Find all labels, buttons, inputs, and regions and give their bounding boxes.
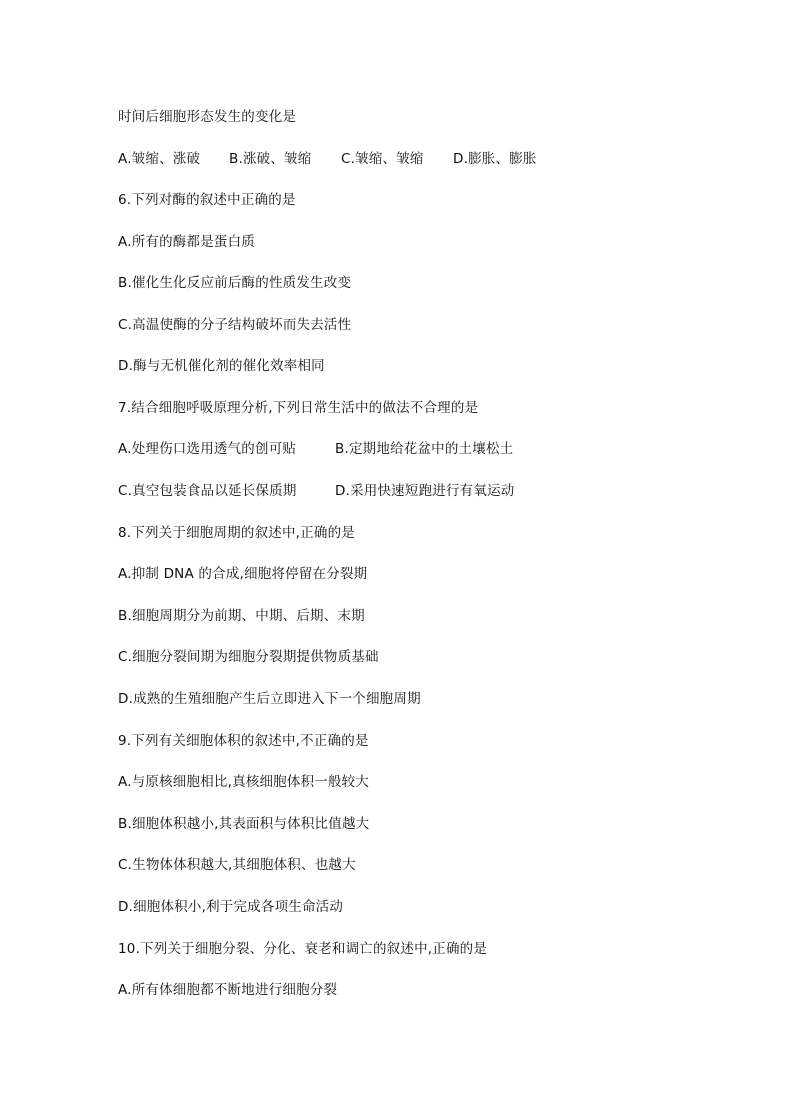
- question-5-option-b: B.涨破、皱缩: [229, 151, 312, 167]
- question-7-option-d: D.采用快速短跑进行有氧运动: [335, 483, 515, 499]
- question-5-stem-continuation: 时间后细胞形态发生的变化是: [118, 109, 297, 125]
- question-10-option-a: A.所有体细胞都不断地进行细胞分裂: [118, 982, 338, 998]
- question-8-option-a: A.抑制 DNA 的合成,细胞将停留在分裂期: [118, 566, 368, 582]
- question-7-option-b: B.定期地给花盆中的土壤松土: [335, 441, 514, 457]
- question-8-option-b: B.细胞周期分为前期、中期、后期、末期: [118, 608, 365, 624]
- question-7-option-c: C.真空包装食品以延长保质期: [118, 483, 297, 499]
- question-9-option-b: B.细胞体积越小,其表面积与体积比值越大: [118, 816, 370, 832]
- question-6-option-b: B.催化生化反应前后酶的性质发生改变: [118, 275, 352, 291]
- question-9-option-a: A.与原核细胞相比,真核细胞体积一般较大: [118, 774, 370, 790]
- question-10-stem: 10.下列关于细胞分裂、分化、衰老和调亡的叙述中,正确的是: [118, 941, 488, 957]
- question-8-option-d: D.成熟的生殖细胞产生后立即进入下一个细胞周期: [118, 691, 421, 707]
- question-9-stem: 9.下列有关细胞体积的叙述中,不正确的是: [118, 733, 369, 749]
- question-5-option-a: A.皱缩、涨破: [118, 151, 201, 167]
- question-5-option-d: D.膨胀、膨胀: [453, 151, 537, 167]
- question-8-stem: 8.下列关于细胞周期的叙述中,正确的是: [118, 525, 355, 541]
- question-7-stem: 7.结合细胞呼吸原理分析,下列日常生活中的做法不合理的是: [118, 400, 479, 416]
- question-8-option-c: C.细胞分裂间期为细胞分裂期提供物质基础: [118, 649, 379, 665]
- question-6-stem: 6.下列对酶的叙述中正确的是: [118, 192, 296, 208]
- question-6-option-c: C.高温使酶的分子结构破坏而失去活性: [118, 317, 352, 333]
- question-6-option-a: A.所有的酶都是蛋白质: [118, 234, 255, 250]
- question-9-option-d: D.细胞体积小,利于完成各项生命活动: [118, 899, 344, 915]
- question-5-option-c: C.皱缩、皱缩: [341, 151, 424, 167]
- question-9-option-c: C.生物体体积越大,其细胞体积、也越大: [118, 857, 356, 873]
- question-7-option-a: A.处理伤口选用透气的创可贴: [118, 441, 297, 457]
- question-6-option-d: D.酶与无机催化剂的催化效率相同: [118, 358, 325, 374]
